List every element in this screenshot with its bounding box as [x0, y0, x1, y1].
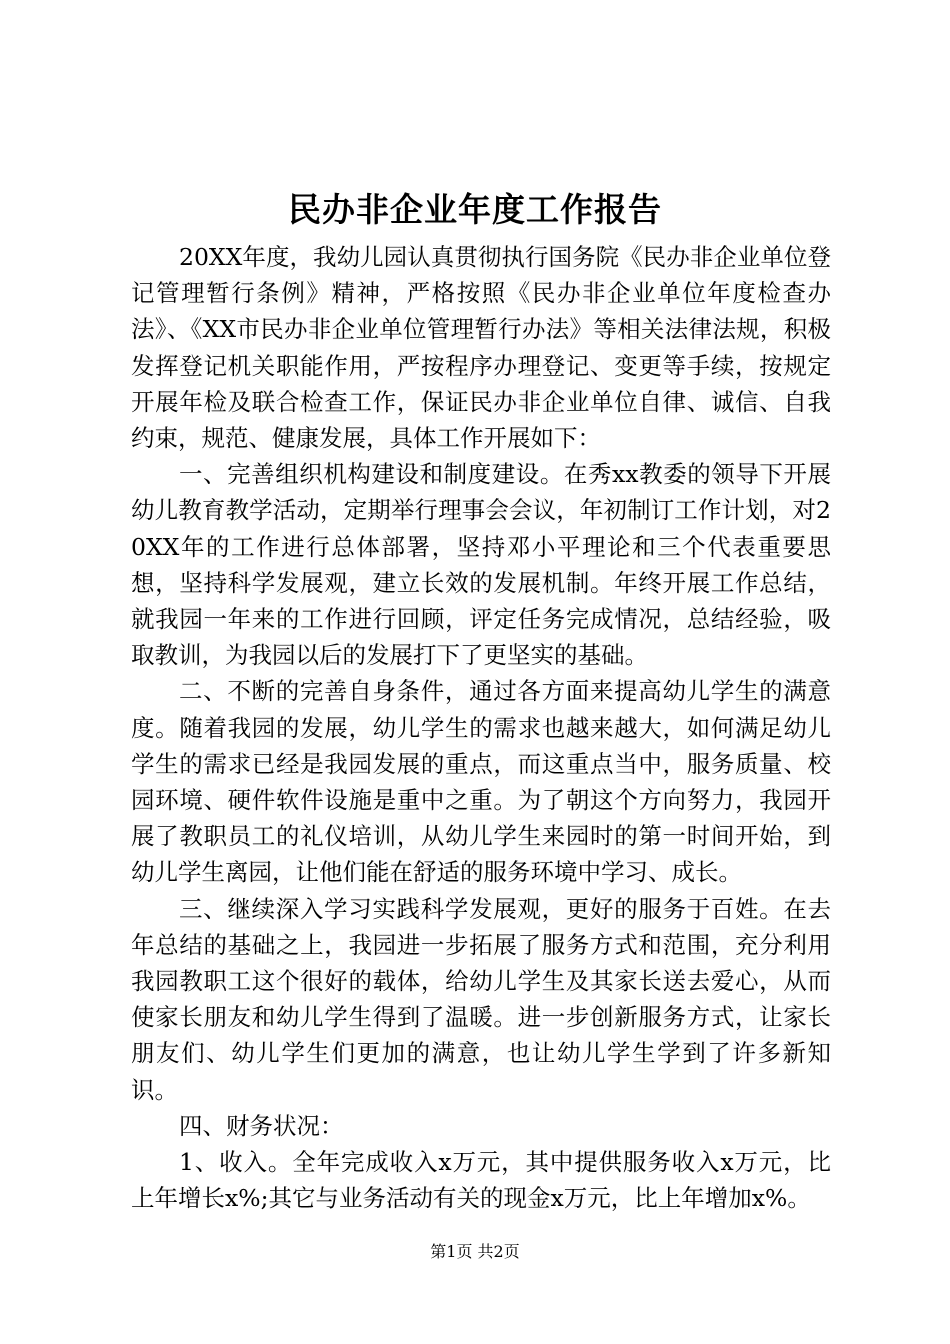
page-footer: 第1页 共2页: [430, 1242, 520, 1261]
paragraph-intro: 20XX年度，我幼儿园认真贯彻执行国务院《民办非企业单位登记管理暂行条例》精神，严格按照《民办非企业单位年度检查办法》、《XX市民办非企业单位管理暂行办法》等相关法律法规，积极发挥登记机关职能作用，严按程序办理登记、变更等手续，按规定开展年检及联合检查工作，保证民办非企业单位自律、诚信、自我约束，规范、健康发展，具体工作开展如下：: [131, 243, 831, 453]
paragraph-section-3: 三、继续深入学习实践科学发展观，更好的服务于百姓。在去年总结的基础之上，我园进一步拓展了服务方式和范围，充分利用我园教职工这个很好的载体，给幼儿学生及其家长送去爱心，从而使家长朋友和幼儿学生得到了温暖。进一步创新服务方式，让家长朋友们、幼儿学生们更加的满意，也让幼儿学生学到了许多新知识。: [131, 894, 831, 1104]
document-title: 民办非企业年度工作报告: [288, 190, 662, 229]
paragraph-section-4-heading: 四、财务状况：: [179, 1111, 344, 1140]
paragraph-section-2: 二、不断的完善自身条件，通过各方面来提高幼儿学生的满意度。随着我园的发展，幼儿学生的需求也越来越大，如何满足幼儿学生的需求已经是我园发展的重点，而这重点当中，服务质量、校园环境、硬件软件设施是重中之重。为了朝这个方向努力，我园开展了教职员工的礼仪培训，从幼儿学生来园时的第一时间开始，到幼儿学生离园，让他们能在舒适的服务环境中学习、成长。: [131, 677, 831, 887]
paragraph-section-1: 一、完善组织机构建设和制度建设。在秀xx教委的领导下开展幼儿教育教学活动，定期举行理事会会议，年初制订工作计划，对20XX年的工作进行总体部署，坚持邓小平理论和三个代表重要思想，坚持科学发展观，建立长效的发展机制。年终开展工作总结，就我园一年来的工作进行回顾，评定任务完成情况，总结经验，吸取教训，为我园以后的发展打下了更坚实的基础。: [131, 460, 831, 670]
document-body: [131, 239, 831, 1216]
paragraph-income: 1、收入。全年完成收入x万元，其中提供服务收入x万元，比上年增长x%;其它与业务活动有关的现金x万元，比上年增加x%。: [131, 1148, 831, 1213]
